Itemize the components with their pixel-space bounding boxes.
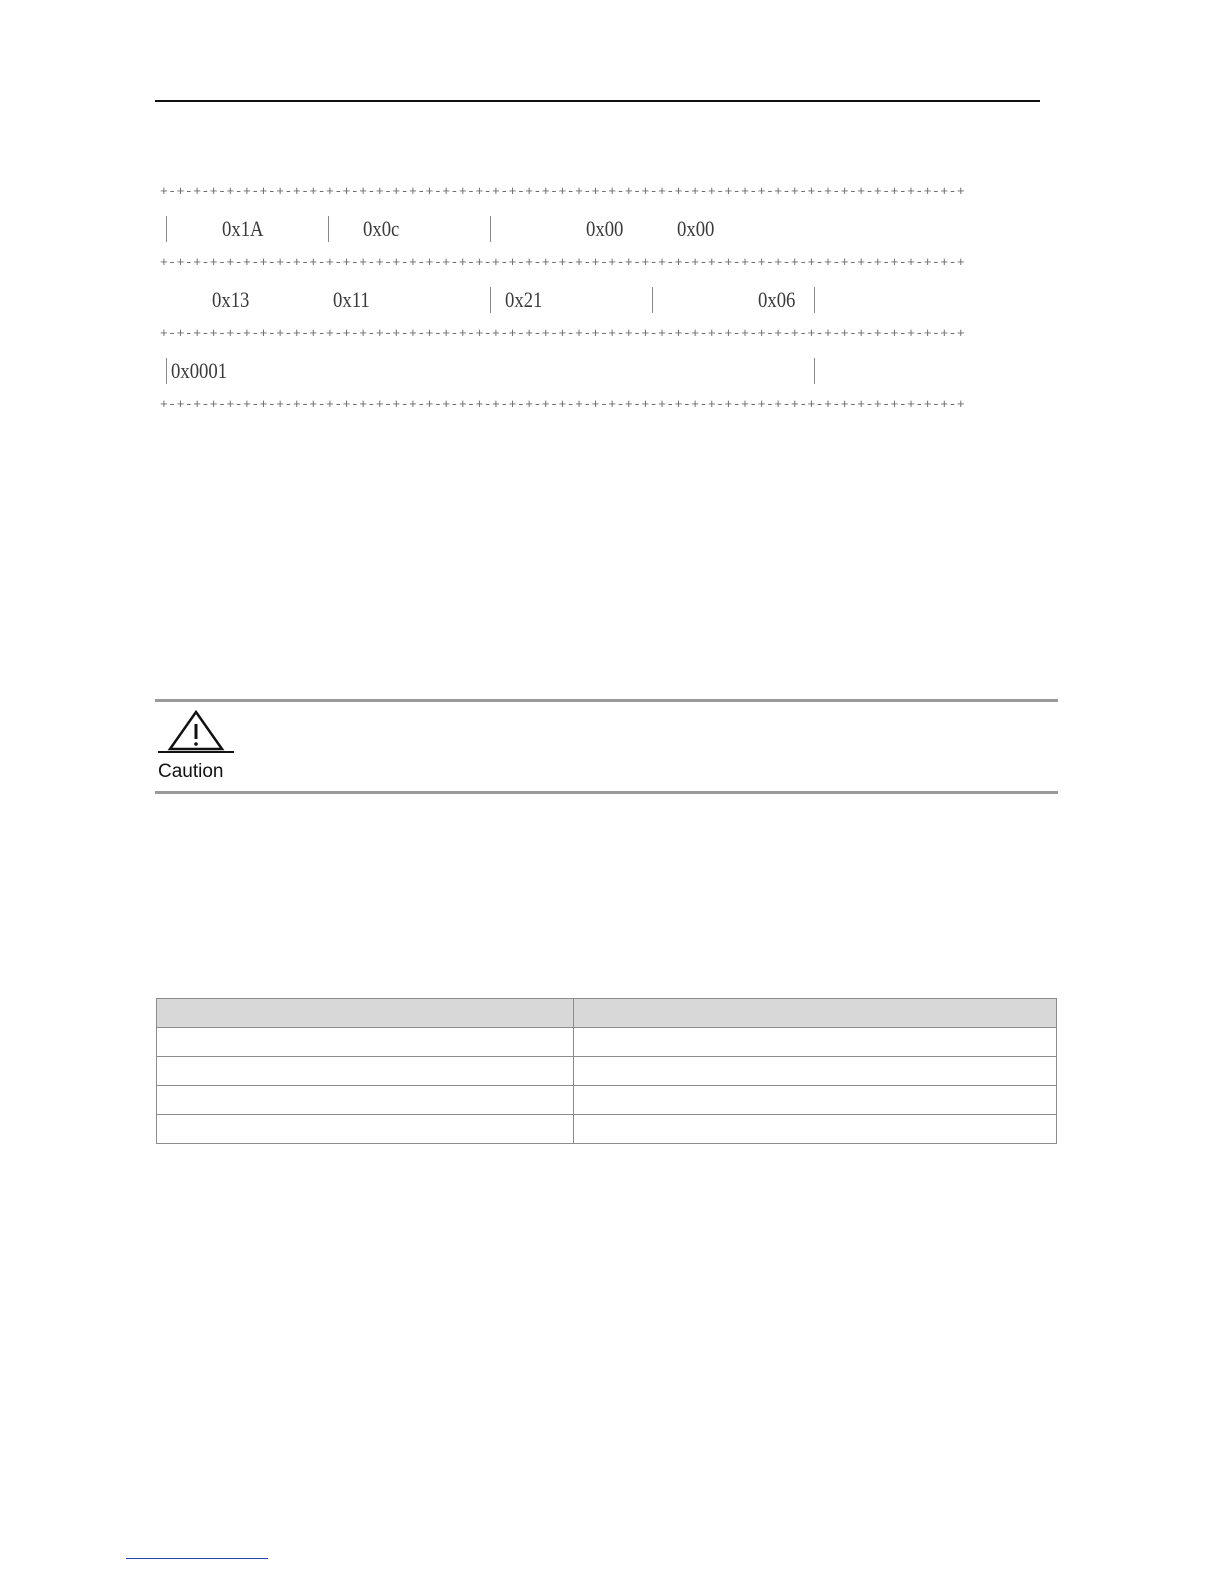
data-table [156,998,1057,1144]
footer-link[interactable] [126,1558,268,1559]
header-rule [155,100,1040,102]
packet-row1-field1: 0x1A [222,216,264,241]
packet-row1-field3: 0x00 [586,216,624,241]
table-cell [574,1028,1057,1057]
table-cell [574,1057,1057,1086]
table-row [157,1115,1057,1144]
packet-row1-field4: 0x00 [677,216,715,241]
packet-row2-field2: 0x11 [333,287,370,312]
table-row [157,1028,1057,1057]
caution-bottom-rule [155,791,1058,794]
packet-separator-bottom: +-+-+-+-+-+-+-+-+-+-+-+-+-+-+-+-+-+-+-+-+-+-+-+-+-+-+-+-+-+-+-+-+-+-+-+-+-+-+-+-+-+-+-+-+-+-+-+-+ [160,397,966,412]
table-cell [157,1115,574,1144]
packet-field-border [490,287,491,313]
packet-field-border [814,287,815,313]
packet-row2-field3: 0x21 [505,287,543,312]
packet-separator-top: +-+-+-+-+-+-+-+-+-+-+-+-+-+-+-+-+-+-+-+-+-+-+-+-+-+-+-+-+-+-+-+-+-+-+-+-+-+-+-+-+-+-+-+-+-+-+-+-+ [160,184,966,199]
packet-field-border [814,358,815,384]
packet-separator: +-+-+-+-+-+-+-+-+-+-+-+-+-+-+-+-+-+-+-+-+-+-+-+-+-+-+-+-+-+-+-+-+-+-+-+-+-+-+-+-+-+-+-+-+-+-+-+-+ [160,326,966,341]
packet-field-border [166,358,167,384]
packet-row3-field1: 0x0001 [171,358,228,383]
packet-row2-field4: 0x06 [758,287,796,312]
packet-row1-field2: 0x0c [363,216,400,241]
packet-field-border [652,287,653,313]
table-cell [574,1086,1057,1115]
packet-row2-field1: 0x13 [212,287,250,312]
packet-field-border [166,216,167,242]
table-cell [157,1057,574,1086]
packet-diagram [160,180,966,415]
table-cell [574,1115,1057,1144]
caution-top-rule [155,699,1058,702]
caution-label: Caution [158,761,224,782]
table-header-row [157,999,1057,1028]
table-header-cell [157,999,574,1028]
table-row [157,1057,1057,1086]
table-cell [157,1086,574,1115]
table-header-cell [574,999,1057,1028]
table-row [157,1086,1057,1115]
warning-triangle-icon [158,709,234,757]
table-cell [157,1028,574,1057]
packet-field-border [490,216,491,242]
packet-separator: +-+-+-+-+-+-+-+-+-+-+-+-+-+-+-+-+-+-+-+-+-+-+-+-+-+-+-+-+-+-+-+-+-+-+-+-+-+-+-+-+-+-+-+-+-+-+-+-+ [160,255,966,270]
packet-field-border [328,216,329,242]
